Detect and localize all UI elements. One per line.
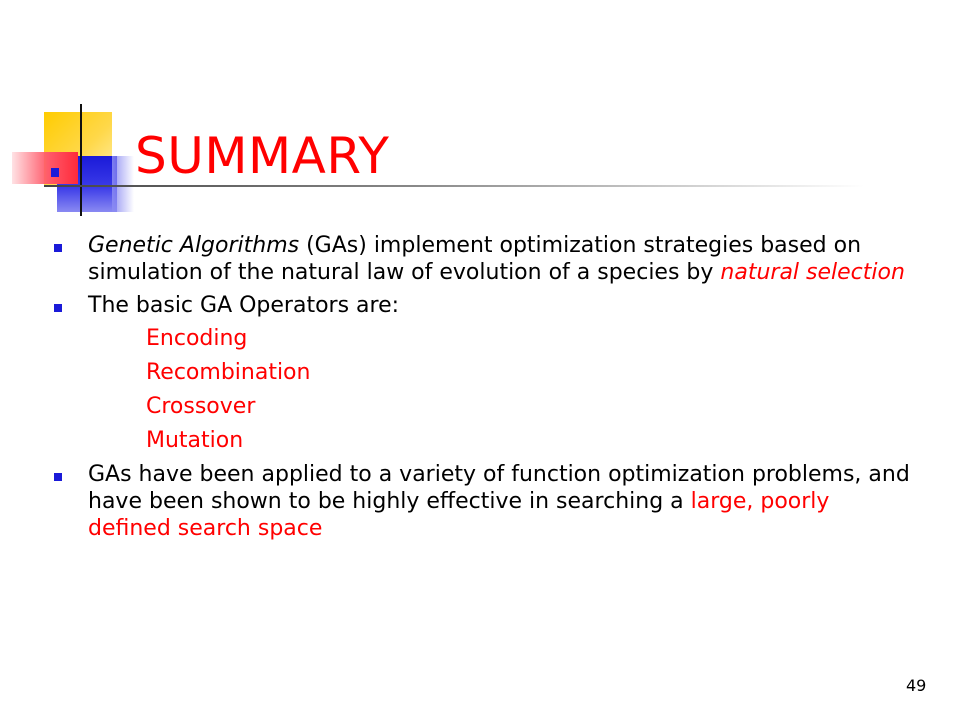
- square-bullet-icon: [54, 244, 62, 252]
- bullet-3-highlight: large, poorly defined search space: [88, 489, 830, 541]
- bullet-item-1: [52, 232, 912, 286]
- bullet-1-highlight: natural selection: [720, 260, 905, 285]
- title-bullet-icon: [51, 168, 59, 177]
- operator-item: Crossover: [146, 394, 256, 419]
- square-bullet-icon: [54, 304, 62, 312]
- bullet-1-term: Genetic Algorithms: [88, 233, 300, 258]
- operator-list: [52, 325, 912, 454]
- operator-item: Encoding: [146, 326, 248, 351]
- bullet-item-2: [52, 292, 912, 319]
- logo-blue-fade: [112, 156, 134, 212]
- page-number: 49: [906, 676, 927, 695]
- slide-body: [52, 232, 912, 548]
- operator-item: Mutation: [146, 428, 244, 453]
- bullet-1-text: (GAs) implement optimization strategies based on simulation of the natural law of evolution of a species by: [88, 233, 862, 285]
- bullet-item-3: [52, 461, 912, 542]
- bullet-2-text: The basic GA Operators are:: [88, 293, 400, 318]
- bullet-3-text: GAs have been applied to a variety of function optimization problems, and have been shown to be highly effective in searching a: [88, 462, 910, 514]
- square-bullet-icon: [54, 473, 62, 481]
- slide-title: SUMMARY: [135, 127, 390, 185]
- logo-vertical-line: [80, 104, 82, 216]
- operator-item: Recombination: [146, 360, 311, 385]
- logo-red-bar: [12, 152, 78, 184]
